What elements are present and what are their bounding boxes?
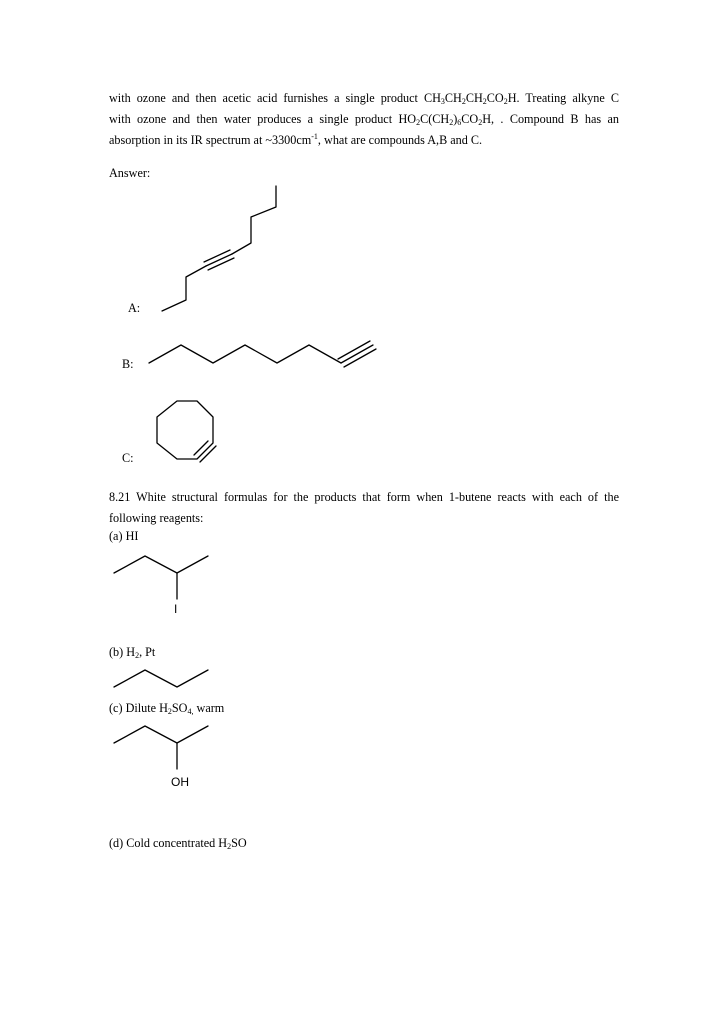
problem-line-1: with ozone and then acetic acid furnishes a single product $CH_3CH_2CH_2CO_2H$. Treating alkyne C bbox=[109, 91, 619, 106]
structure-part-b bbox=[114, 670, 208, 687]
compound-c-label: C: bbox=[122, 451, 134, 465]
compound-b-label: B: bbox=[122, 357, 134, 371]
part-a-label: (a) HI bbox=[109, 529, 139, 543]
problem-line-3: absorption in its IR spectrum at $\sim 3300cm^{-1}$, what are compounds A,B and C. bbox=[109, 132, 483, 147]
iodine-atom-label: I bbox=[174, 602, 178, 616]
part-b-label: (b) $H_2$, Pt bbox=[109, 645, 156, 660]
question-821-line-1: 8.21 White structural formulas for the products that form when 1-butene reacts with each of the bbox=[109, 490, 619, 504]
structure-compound-c bbox=[157, 401, 216, 462]
part-d-label: (d) Cold concentrated $H_2SO$ bbox=[109, 836, 247, 851]
structure-compound-b bbox=[149, 341, 376, 367]
problem-line-2: with ozone and then water produces a single product $HO_2C(CH_2)_6CO_2H$, . Compound B has an bbox=[109, 112, 619, 127]
hydroxyl-label: OH bbox=[171, 775, 189, 789]
part-c-label: (c) Dilute $H_2SO_{4,}$ warm bbox=[109, 701, 225, 716]
structure-compound-a bbox=[162, 186, 276, 311]
question-821-line-2: following reagents: bbox=[109, 511, 204, 525]
compound-a-label: A: bbox=[128, 301, 141, 315]
structure-part-a bbox=[114, 556, 208, 616]
structure-part-c bbox=[114, 726, 208, 789]
answer-heading: Answer: bbox=[109, 166, 151, 180]
